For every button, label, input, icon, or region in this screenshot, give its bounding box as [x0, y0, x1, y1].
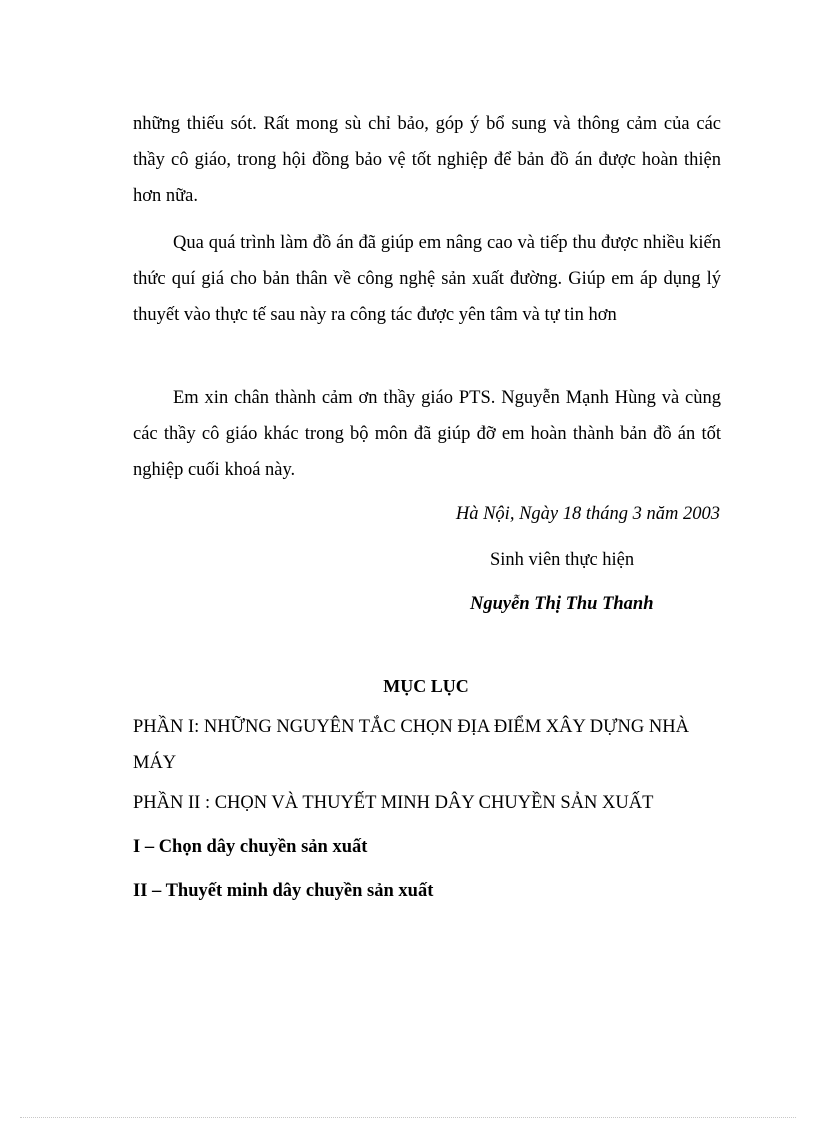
toc-entry-part-1: PHẦN I: NHỮNG NGUYÊN TẮC CHỌN ĐỊA ĐIỂM XÂY DỰNG NHÀ MÁY	[133, 717, 689, 773]
acknowledgement-paragraph-1: những thiếu sót. Rất mong sù chỉ bảo, góp ý bổ sung và thông cảm của các thầy cô giáo, trong hội đồng bảo vệ tốt nghiệp để bản đồ án được hoàn thiện hơn nữa.	[133, 114, 721, 206]
acknowledgement-paragraph-2: Qua quá trình làm đồ án đã giúp em nâng cao và tiếp thu được nhiều kiến thức quí giá cho bản thân về công nghệ sản xuất đường. Giúp em áp dụng lý thuyết vào thực tế sau này ra công tác được yên tâm và tự tin hơn	[133, 233, 721, 325]
toc-title: MỤC LỤC	[383, 676, 469, 696]
toc-entry-section-2: II – Thuyết minh dây chuyền sản xuất	[133, 881, 434, 901]
signature-name: Nguyễn Thị Thu Thanh	[470, 594, 654, 614]
toc-entry-part-2: PHẦN II : CHỌN VÀ THUYẾT MINH DÂY CHUYỀN SẢN XUẤT	[133, 793, 654, 813]
signature-date: Hà Nội, Ngày 18 tháng 3 năm 2003	[455, 504, 720, 524]
signature-role: Sinh viên thực hiện	[490, 550, 635, 570]
acknowledgement-paragraph-3: Em xin chân thành cảm ơn thầy giáo PTS. Nguyễn Mạnh Hùng và cùng các thầy cô giáo khác trong bộ môn đã giúp đỡ em hoàn thành bản đồ án tốt nghiệp cuối khoá này.	[133, 388, 721, 480]
toc-entry-section-1: I – Chọn dây chuyền sản xuất	[133, 837, 368, 857]
page-bottom-divider	[20, 1117, 796, 1118]
